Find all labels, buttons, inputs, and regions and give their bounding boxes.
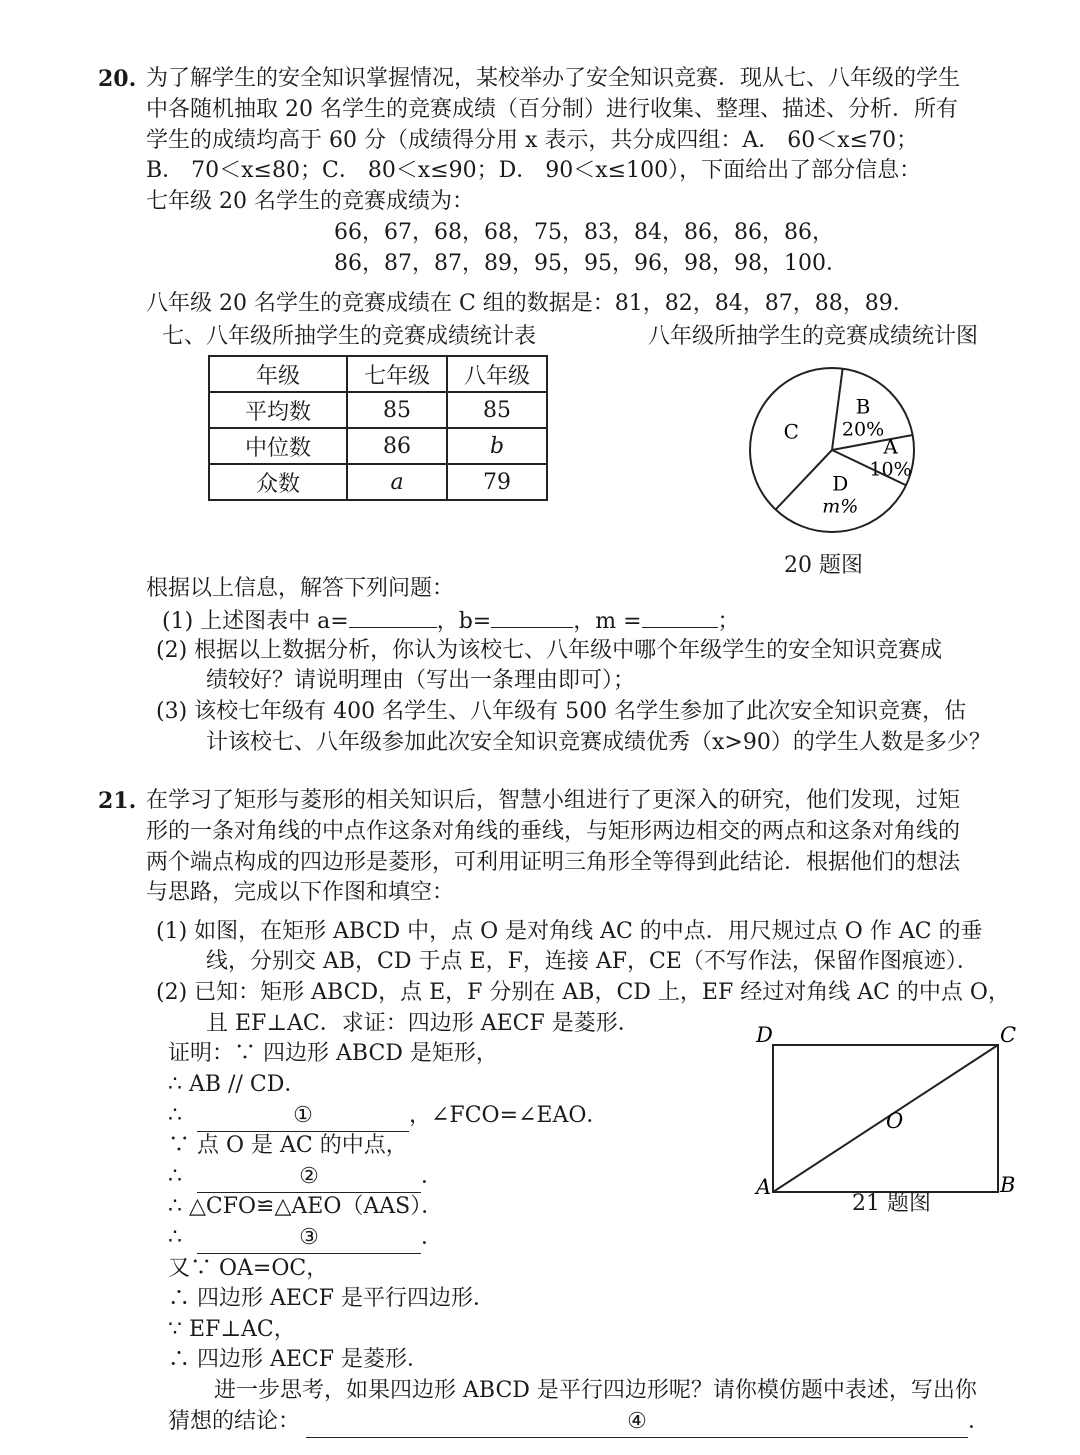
answer-blank-a[interactable] xyxy=(349,605,437,628)
sub1-text-a: 上述图表中 a= xyxy=(200,609,349,634)
therefore-symbol: ∴ xyxy=(168,1103,182,1128)
figure-21-caption: 21 题图 xyxy=(852,1191,931,1216)
q20-intro-line-4: B． 70＜x≤80；C． 80＜x≤90；D． 90＜x≤100），下面给出了部分信息： xyxy=(146,158,922,183)
table-cell: 86 xyxy=(347,428,447,464)
table-cell: 85 xyxy=(347,392,447,428)
q20-sub2-line-2: 绩较好？请说明理由（写出一条理由即可）； xyxy=(206,668,636,693)
label-o: O xyxy=(886,1109,904,1133)
q21-intro-line-4: 与思路，完成以下作图和填空： xyxy=(146,880,455,905)
q20-sub1 xyxy=(162,605,740,637)
table-cell: a xyxy=(347,464,447,500)
q20-sub3-line-1: (3) 该校七年级有 400 名学生、八年级有 500 名学生参加了此次安全知识竞赛，估 xyxy=(156,699,967,724)
sub1-num: (1) xyxy=(162,609,194,634)
q21-intro-line-2: 形的一条对角线的中点作这条对角线的垂线，与矩形两边相交的两点和这条对角线的 xyxy=(146,819,961,844)
q21-number: 21. xyxy=(98,788,137,814)
pie-chart xyxy=(732,350,932,550)
sub1-text-b: ，b= xyxy=(436,609,492,634)
table-cell: 85 xyxy=(447,392,547,428)
q20-intro-line-2: 中各随机抽取 20 名学生的竞赛成绩（百分制）进行收集、整理、描述、分析．所有 xyxy=(146,97,958,122)
pie-slice-value: 20% xyxy=(841,418,885,441)
proof-line-5 xyxy=(168,1162,443,1193)
pie-slice-label: B xyxy=(855,394,871,419)
proof-line-13 xyxy=(168,1407,990,1438)
q21-sub2-line-1: (2) 已知：矩形 ABCD，点 E，F 分别在 AB，CD 上，EF 经过对角线 AC 的中点 O， xyxy=(156,980,1010,1005)
grade7-title: 七年级 20 名学生的竞赛成绩为： xyxy=(146,189,474,214)
proof-line-3 xyxy=(168,1101,608,1132)
table-row xyxy=(209,464,547,500)
grade7-scores-line-1: 66，67，68，68，75，83，84，86，86，86， xyxy=(334,220,834,245)
proof-blank-1[interactable] xyxy=(197,1101,409,1132)
answer-blank-m[interactable] xyxy=(642,605,718,628)
q20-number: 20. xyxy=(98,66,137,92)
blank-marker-2: ② xyxy=(299,1164,319,1189)
q20-prompt: 根据以上信息，解答下列问题： xyxy=(146,576,455,601)
proof-line-13-suffix: ． xyxy=(968,1409,991,1434)
table-row xyxy=(209,392,547,428)
proof-blank-3[interactable] xyxy=(197,1223,421,1254)
proof-line-2: ∴ AB // CD． xyxy=(168,1072,307,1097)
table-cell: 79 xyxy=(447,464,547,500)
q20-intro-line-1: 为了解学生的安全知识掌握情况，某校举办了安全知识竞赛．现从七、八年级的学生 xyxy=(146,66,961,91)
label-d: D xyxy=(756,1023,773,1047)
pie-slice-label: D xyxy=(832,471,849,496)
q21-intro-line-1: 在学习了矩形与菱形的相关知识后，智慧小组进行了更深入的研究，他们发现，过矩 xyxy=(146,788,961,813)
table-header-cell: 七年级 xyxy=(347,356,447,392)
q21-sub1-line-1: (1) 如图，在矩形 ABCD 中，点 O 是对角线 AC 的中点．用尺规过点 O 作 AC 的垂 xyxy=(156,919,983,944)
proof-line-1: 证明：∵ 四边形 ABCD 是矩形， xyxy=(168,1041,498,1066)
proof-line-12: 进一步思考，如果四边形 ABCD 是平行四边形呢？请你模仿题中表述，写出你 xyxy=(214,1378,977,1403)
table-row xyxy=(209,428,547,464)
proof-line-8: 又∵ OA=OC， xyxy=(168,1256,329,1281)
table-cell: b xyxy=(447,428,547,464)
proof-line-7 xyxy=(168,1223,443,1254)
q20-sub2-line-1: (2) 根据以上数据分析，你认为该校七、八年级中哪个年级学生的安全知识竞赛成 xyxy=(156,638,943,663)
sub1-text-m: ，m = xyxy=(573,609,642,634)
label-c: C xyxy=(1000,1023,1017,1047)
stats-table xyxy=(208,355,548,501)
figure-20-caption: 20 题图 xyxy=(784,553,863,578)
table-header-cell: 八年级 xyxy=(447,356,547,392)
table-title: 七、八年级所抽学生的竞赛成绩统计表 xyxy=(162,324,537,349)
table-cell: 平均数 xyxy=(209,392,347,428)
label-b: B xyxy=(1000,1173,1016,1197)
q20-intro-line-3: 学生的成绩均高于 60 分（成绩得分用 x 表示，共分成四组：A． 60＜x≤70； xyxy=(146,128,919,153)
blank-marker-1: ① xyxy=(293,1103,313,1128)
proof-line-11: ∴ 四边形 AECF 是菱形． xyxy=(168,1347,430,1372)
sub1-end: ； xyxy=(717,609,740,634)
pie-slice-label: C xyxy=(783,419,799,444)
table-cell: 中位数 xyxy=(209,428,347,464)
proof-line-6: ∴ △CFO≌△AEO（AAS）． xyxy=(168,1194,444,1219)
pie-slice-value: 10% xyxy=(869,458,912,481)
grade8-c-group-line: 八年级 20 名学生的竞赛成绩在 C 组的数据是：81，82，84，87，88，89． xyxy=(146,291,915,316)
table-cell: 众数 xyxy=(209,464,347,500)
label-a: A xyxy=(756,1175,772,1199)
proof-line-3-suffix: ，∠FCO=∠EAO． xyxy=(409,1103,609,1128)
table-header-row xyxy=(209,356,547,392)
q20-sub3-line-2: 计该校七、八年级参加此次安全知识竞赛成绩优秀（x>90）的学生人数是多少？ xyxy=(206,730,991,755)
pie-slice-value: m% xyxy=(822,495,859,518)
answer-blank-b[interactable] xyxy=(491,605,573,628)
pie-slice-label: A xyxy=(883,434,898,459)
grade7-scores-line-2: 86，87，87，89，95，95，96，98，98，100． xyxy=(334,251,848,276)
table-header-cell: 年级 xyxy=(209,356,347,392)
blank-marker-3: ③ xyxy=(299,1225,319,1250)
proof-line-9: ∴ 四边形 AECF 是平行四边形． xyxy=(168,1286,496,1311)
conjecture-label: 猜想的结论： xyxy=(168,1409,301,1434)
proof-line-7-suffix: ． xyxy=(421,1225,444,1250)
proof-line-4: ∵ 点 O 是 AC 的中点， xyxy=(168,1133,408,1158)
q21-intro-line-3: 两个端点构成的四边形是菱形，可利用证明三角形全等得到此结论．根据他们的想法 xyxy=(146,850,961,875)
q21-sub2-line-2: 且 EF⊥AC．求证：四边形 AECF 是菱形． xyxy=(206,1011,640,1036)
therefore-symbol: ∴ xyxy=(168,1225,182,1250)
therefore-symbol: ∴ xyxy=(168,1164,182,1189)
proof-blank-2[interactable] xyxy=(197,1162,421,1193)
chart-title: 八年级所抽学生的竞赛成绩统计图 xyxy=(648,324,979,349)
blank-marker-4: ④ xyxy=(627,1409,647,1434)
proof-line-10: ∵ EF⊥AC， xyxy=(168,1317,296,1342)
proof-line-5-suffix: ． xyxy=(421,1164,444,1189)
q21-sub1-line-2: 线，分别交 AB，CD 于点 E，F，连接 AF，CE（不写作法，保留作图痕迹）． xyxy=(206,949,979,974)
proof-blank-4[interactable] xyxy=(306,1407,968,1438)
